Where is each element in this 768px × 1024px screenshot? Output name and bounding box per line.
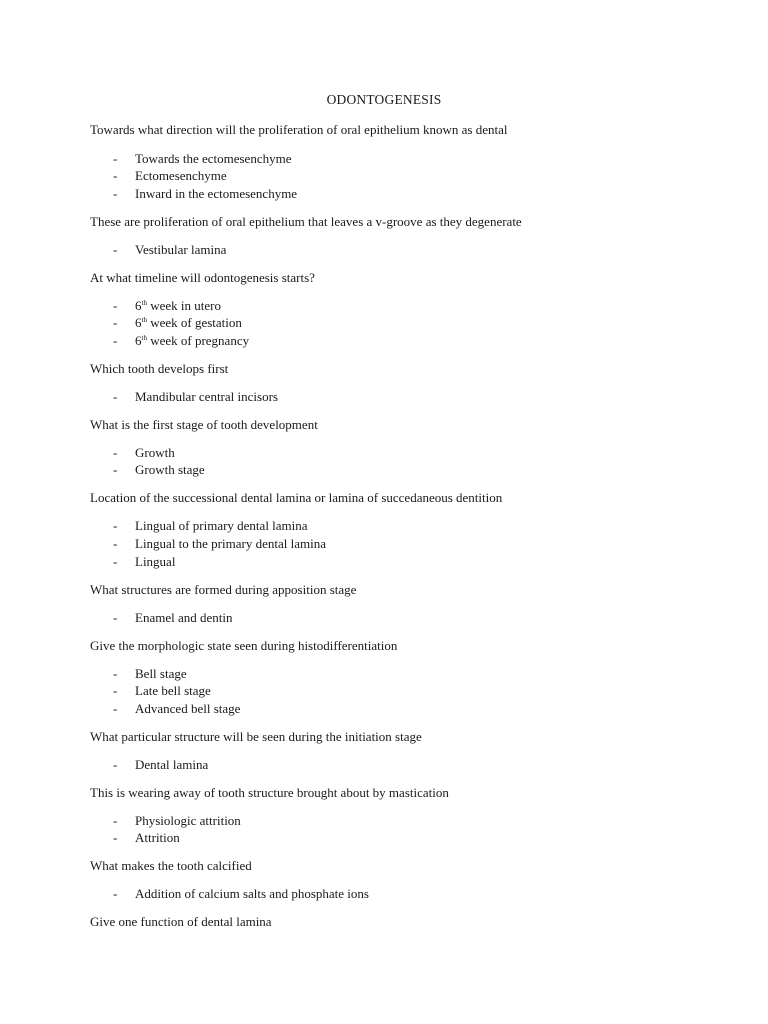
question-text: What structures are formed during apposition stage <box>90 582 357 597</box>
answer-item <box>113 682 211 699</box>
answer-item <box>113 517 308 534</box>
question-text: What makes the tooth calcified <box>90 858 252 873</box>
page-title: ODONTOGENESIS <box>326 92 442 107</box>
bullet-dash: - <box>113 554 118 569</box>
answer-item <box>113 314 242 331</box>
answer-item <box>113 332 249 349</box>
answer-item <box>113 756 208 773</box>
bullet-dash: - <box>113 168 118 183</box>
question-text: Which tooth develops first <box>90 361 229 376</box>
question-text: Give the morphologic state seen during histodifferentiation <box>90 638 398 653</box>
answer-item <box>113 700 240 717</box>
bullet-dash: - <box>113 610 118 625</box>
ordinal-suffix: th <box>141 334 147 342</box>
bullet-dash: - <box>113 813 118 828</box>
answer-text: week in utero <box>146 298 221 313</box>
question-text: Give one function of dental lamina <box>90 914 272 929</box>
bullet-dash: - <box>113 757 118 772</box>
answer-number: 6 <box>135 333 142 348</box>
question-text: What is the first stage of tooth development <box>90 417 318 432</box>
bullet-dash: - <box>113 186 118 201</box>
answer-text: Dental lamina <box>135 757 209 772</box>
answer-item <box>113 609 232 626</box>
answer-item <box>113 241 226 258</box>
answer-text: Lingual <box>135 554 176 569</box>
answer-item <box>113 167 227 184</box>
bullet-dash: - <box>113 830 118 845</box>
ordinal-suffix: th <box>141 316 147 324</box>
answer-text: Mandibular central incisors <box>135 389 278 404</box>
answer-item <box>113 150 291 167</box>
bullet-dash: - <box>113 315 118 330</box>
bullet-dash: - <box>113 389 118 404</box>
answer-item <box>113 461 205 478</box>
answer-item <box>113 665 187 682</box>
answer-item <box>113 553 175 570</box>
bullet-dash: - <box>113 701 118 716</box>
question-text: These are proliferation of oral epithelium that leaves a v-groove as they degenerate <box>90 214 522 229</box>
answer-text: Vestibular lamina <box>135 242 227 257</box>
bullet-dash: - <box>113 462 118 477</box>
question-text: What particular structure will be seen during the initiation stage <box>90 729 422 744</box>
answer-text: Enamel and dentin <box>135 610 233 625</box>
answer-text: Advanced bell stage <box>135 701 241 716</box>
answer-text: Attrition <box>135 830 180 845</box>
answer-text: Growth <box>135 445 175 460</box>
answer-item <box>113 812 241 829</box>
answer-item <box>113 297 221 314</box>
answer-text: Inward in the ectomesenchyme <box>135 186 298 201</box>
answer-item <box>113 535 326 552</box>
bullet-dash: - <box>113 886 118 901</box>
answer-text: Addition of calcium salts and phosphate ions <box>135 886 369 901</box>
bullet-dash: - <box>113 333 118 348</box>
bullet-dash: - <box>113 445 118 460</box>
answer-text: Physiologic attrition <box>135 813 241 828</box>
answer-item <box>113 829 180 846</box>
question-text: Towards what direction will the proliferation of oral epithelium known as dental <box>90 122 508 137</box>
answer-text: Lingual of primary dental lamina <box>135 518 308 533</box>
question-text: Location of the successional dental lamina or lamina of succedaneous dentition <box>90 490 503 505</box>
answer-number: 6 <box>135 315 142 330</box>
bullet-dash: - <box>113 242 118 257</box>
answer-text: week of gestation <box>146 315 242 330</box>
bullet-dash: - <box>113 518 118 533</box>
answer-item <box>113 388 278 405</box>
bullet-dash: - <box>113 151 118 166</box>
answer-text: Lingual to the primary dental lamina <box>135 536 326 551</box>
answer-item <box>113 185 297 202</box>
ordinal-suffix: th <box>141 299 147 307</box>
bullet-dash: - <box>113 683 118 698</box>
bullet-dash: - <box>113 536 118 551</box>
bullet-dash: - <box>113 666 118 681</box>
answer-text: Towards the ectomesenchyme <box>135 151 292 166</box>
answer-text: Bell stage <box>135 666 187 681</box>
answer-text: Ectomesenchyme <box>135 168 227 183</box>
answer-text: Growth stage <box>135 462 205 477</box>
question-text: At what timeline will odontogenesis starts? <box>90 270 315 285</box>
answer-number: 6 <box>135 298 142 313</box>
question-text: This is wearing away of tooth structure brought about by mastication <box>90 785 449 800</box>
answer-item <box>113 444 175 461</box>
answer-item <box>113 885 369 902</box>
bullet-dash: - <box>113 298 118 313</box>
answer-text: Late bell stage <box>135 683 211 698</box>
answer-text: week of pregnancy <box>146 333 250 348</box>
